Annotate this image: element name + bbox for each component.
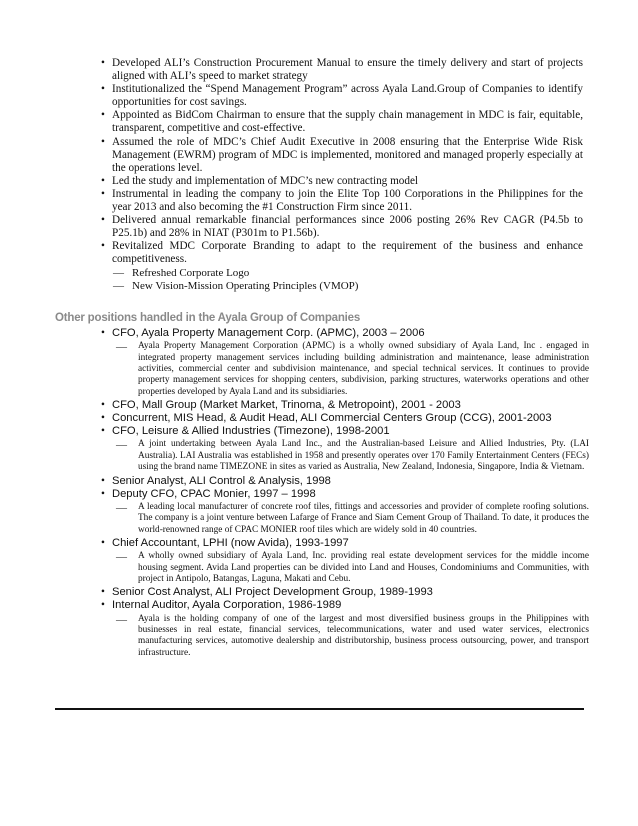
dash-icon: — (113, 279, 124, 292)
bullet-icon: • (101, 487, 105, 500)
sub-item (112, 280, 583, 293)
branding-sublist (112, 267, 583, 293)
dash-icon: — (116, 501, 127, 514)
bullet-icon: • (101, 57, 105, 69)
position-item (101, 327, 589, 398)
position-item (101, 537, 589, 585)
positions-list (101, 327, 589, 660)
bullet-icon: • (101, 474, 105, 487)
position-title: Senior Cost Analyst, ALI Project Development Group, 1989-1993 (112, 586, 433, 599)
position-item (101, 412, 589, 425)
bullet-icon: • (101, 174, 105, 187)
position-item (101, 586, 589, 599)
position-title: Senior Analyst, ALI Control & Analysis, 1998 (112, 474, 331, 487)
bullet-icon: • (101, 135, 105, 148)
achievement-item (101, 214, 583, 240)
position-description: A wholly owned subsidiary of Ayala Land, Inc. providing real estate development services for the middle income housing segment. Avida Land properties can be divided into Land and Houses, Condominiums and Communities, with project in Antipolo, Batangas, Laguna, Makati and Cebu. (138, 551, 589, 584)
achievement-text: Developed ALI’s Construction Procurement Manual to ensure the timely delivery and start of projects aligned with ALI’s speed to market strategy (112, 57, 583, 83)
position-desc-item (112, 439, 589, 473)
bottom-divider (55, 708, 584, 710)
position-title: Deputy CFO, CPAC Monier, 1997 – 1998 (112, 487, 316, 500)
achievement-text: Delivered annual remarkable financial performances since 2006 posting 26% Rev CAGR (P4.5b to P25.1b) and 28% in NIAT (P301m to P1.56b). (112, 214, 583, 240)
achievement-item (101, 240, 583, 293)
section-heading: Other positions handled in the Ayala Group of Companies (55, 312, 361, 324)
position-desc-list (112, 614, 589, 660)
position-title: CFO, Ayala Property Management Corp. (APMC), 2003 – 2006 (112, 327, 425, 339)
bullet-icon: • (101, 399, 105, 412)
position-desc-list (112, 439, 589, 473)
position-item (101, 399, 589, 412)
bullet-icon: • (101, 412, 105, 425)
bullet-icon: • (101, 327, 105, 339)
achievement-item (101, 188, 583, 214)
bullet-icon: • (101, 537, 105, 550)
position-item (101, 488, 589, 536)
position-desc-item (112, 502, 589, 536)
dash-icon: — (116, 613, 127, 626)
bullet-icon: • (101, 240, 105, 253)
achievement-item (101, 83, 583, 109)
dash-icon: — (116, 439, 127, 452)
position-description: Ayala is the holding company of one of the largest and most diversified business groups in the Philippines with businesses in real estate, financial services, telecommunications, water and used water services, electronics manufacturing services, automotive dealership and distributorship, business process outsourcing, power, and transport infrastructure. (138, 613, 589, 658)
position-desc-list (112, 551, 589, 585)
sub-item-text: Refreshed Corporate Logo (132, 266, 250, 279)
achievement-text: Institutionalized the “Spend Management Program” across Ayala Land.Group of Companies to identify opportunities for cost savings. (112, 83, 583, 109)
achievement-text: Appointed as BidCom Chairman to ensure that the supply chain management in MDC is fair, equitable, transparent, competitive and cost-effective. (112, 109, 583, 135)
position-desc-item (112, 341, 589, 398)
position-desc-item (112, 551, 589, 585)
position-desc-list (112, 502, 589, 536)
dash-icon: — (116, 341, 127, 354)
position-title: CFO, Leisure & Allied Industries (Timezone), 1998-2001 (112, 425, 390, 438)
achievement-item (101, 136, 583, 175)
achievement-text: Assumed the role of MDC’s Chief Audit Executive in 2008 ensuring that the Enterprise Wide Risk Management (EWRM) program of MDC is implemented, monitored and managed properly especially at the operations level. (112, 135, 583, 174)
position-title: Chief Accountant, LPHI (now Avida), 1993-1997 (112, 537, 349, 550)
achievement-text: Revitalized MDC Corporate Branding to adapt to the requirement of the business and enhance competitiveness. (112, 240, 583, 266)
position-item (101, 599, 589, 659)
bullet-icon: • (101, 83, 105, 96)
bullet-icon: • (101, 586, 105, 599)
position-description: Ayala Property Management Corporation (APMC) is a wholly owned subsidiary of Ayala Land, Inc . engaged in integrated property management services including building administration and maintenance, lease administration activities, commercial center and subdivision maintenance, and special technical services. It continues to provide property management services for shopping centers, subdivision, parking structures, waterworks operations and other properties developed by Ayala Land and its subsidiaries. (138, 341, 589, 397)
dash-icon: — (113, 266, 124, 279)
sub-item-text: New Vision-Mission Operating Principles (VMOP) (132, 279, 359, 292)
position-title: CFO, Mall Group (Market Market, Trinoma, & Metropoint), 2001 - 2003 (112, 399, 461, 412)
position-item (101, 475, 589, 488)
dash-icon: — (116, 551, 127, 564)
position-desc-item (112, 614, 589, 660)
bullet-icon: • (101, 214, 105, 227)
bullet-icon: • (101, 425, 105, 438)
sub-item (112, 267, 583, 280)
achievements-list (101, 57, 583, 293)
achievement-item (101, 57, 583, 83)
bullet-icon: • (101, 599, 105, 612)
bullet-icon: • (101, 187, 105, 200)
achievement-item (101, 109, 583, 135)
position-desc-list (112, 341, 589, 398)
position-description: A joint undertaking between Ayala Land Inc., and the Australian-based Leisure and Allied Industries, Pty. (LAI Australia). LAI Australia was established in 1958 and presently operates over 170 Family Entertainment Centers (FECs) using the brand name TIMEZONE in sites as varied as Australia, New Zealand, Indonesia, Singapore, India & Vietnam. (138, 439, 589, 473)
achievement-item (101, 175, 583, 188)
position-title: Concurrent, MIS Head, & Audit Head, ALI Commercial Centers Group (CCG), 2001-2003 (112, 412, 552, 425)
position-title: Internal Auditor, Ayala Corporation, 1986-1989 (112, 599, 342, 612)
position-description: A leading local manufacturer of concrete roof tiles, fittings and accessories and provider of complete roofing solutions. The company is a joint venture between Lafarge of France and Siam Cement Group of Thailand. To date, it produces the world-renowned range of CPAC MONIER roof tiles which are widely sold in 40 countries. (138, 501, 589, 535)
achievement-text: Led the study and implementation of MDC’s new contracting model (112, 174, 419, 187)
achievement-text: Instrumental in leading the company to join the Elite Top 100 Corporations in the Philippines for the year 2013 and also becoming the #1 Construction Firm since 2011. (112, 187, 583, 214)
bullet-icon: • (101, 109, 105, 122)
position-item (101, 425, 589, 473)
